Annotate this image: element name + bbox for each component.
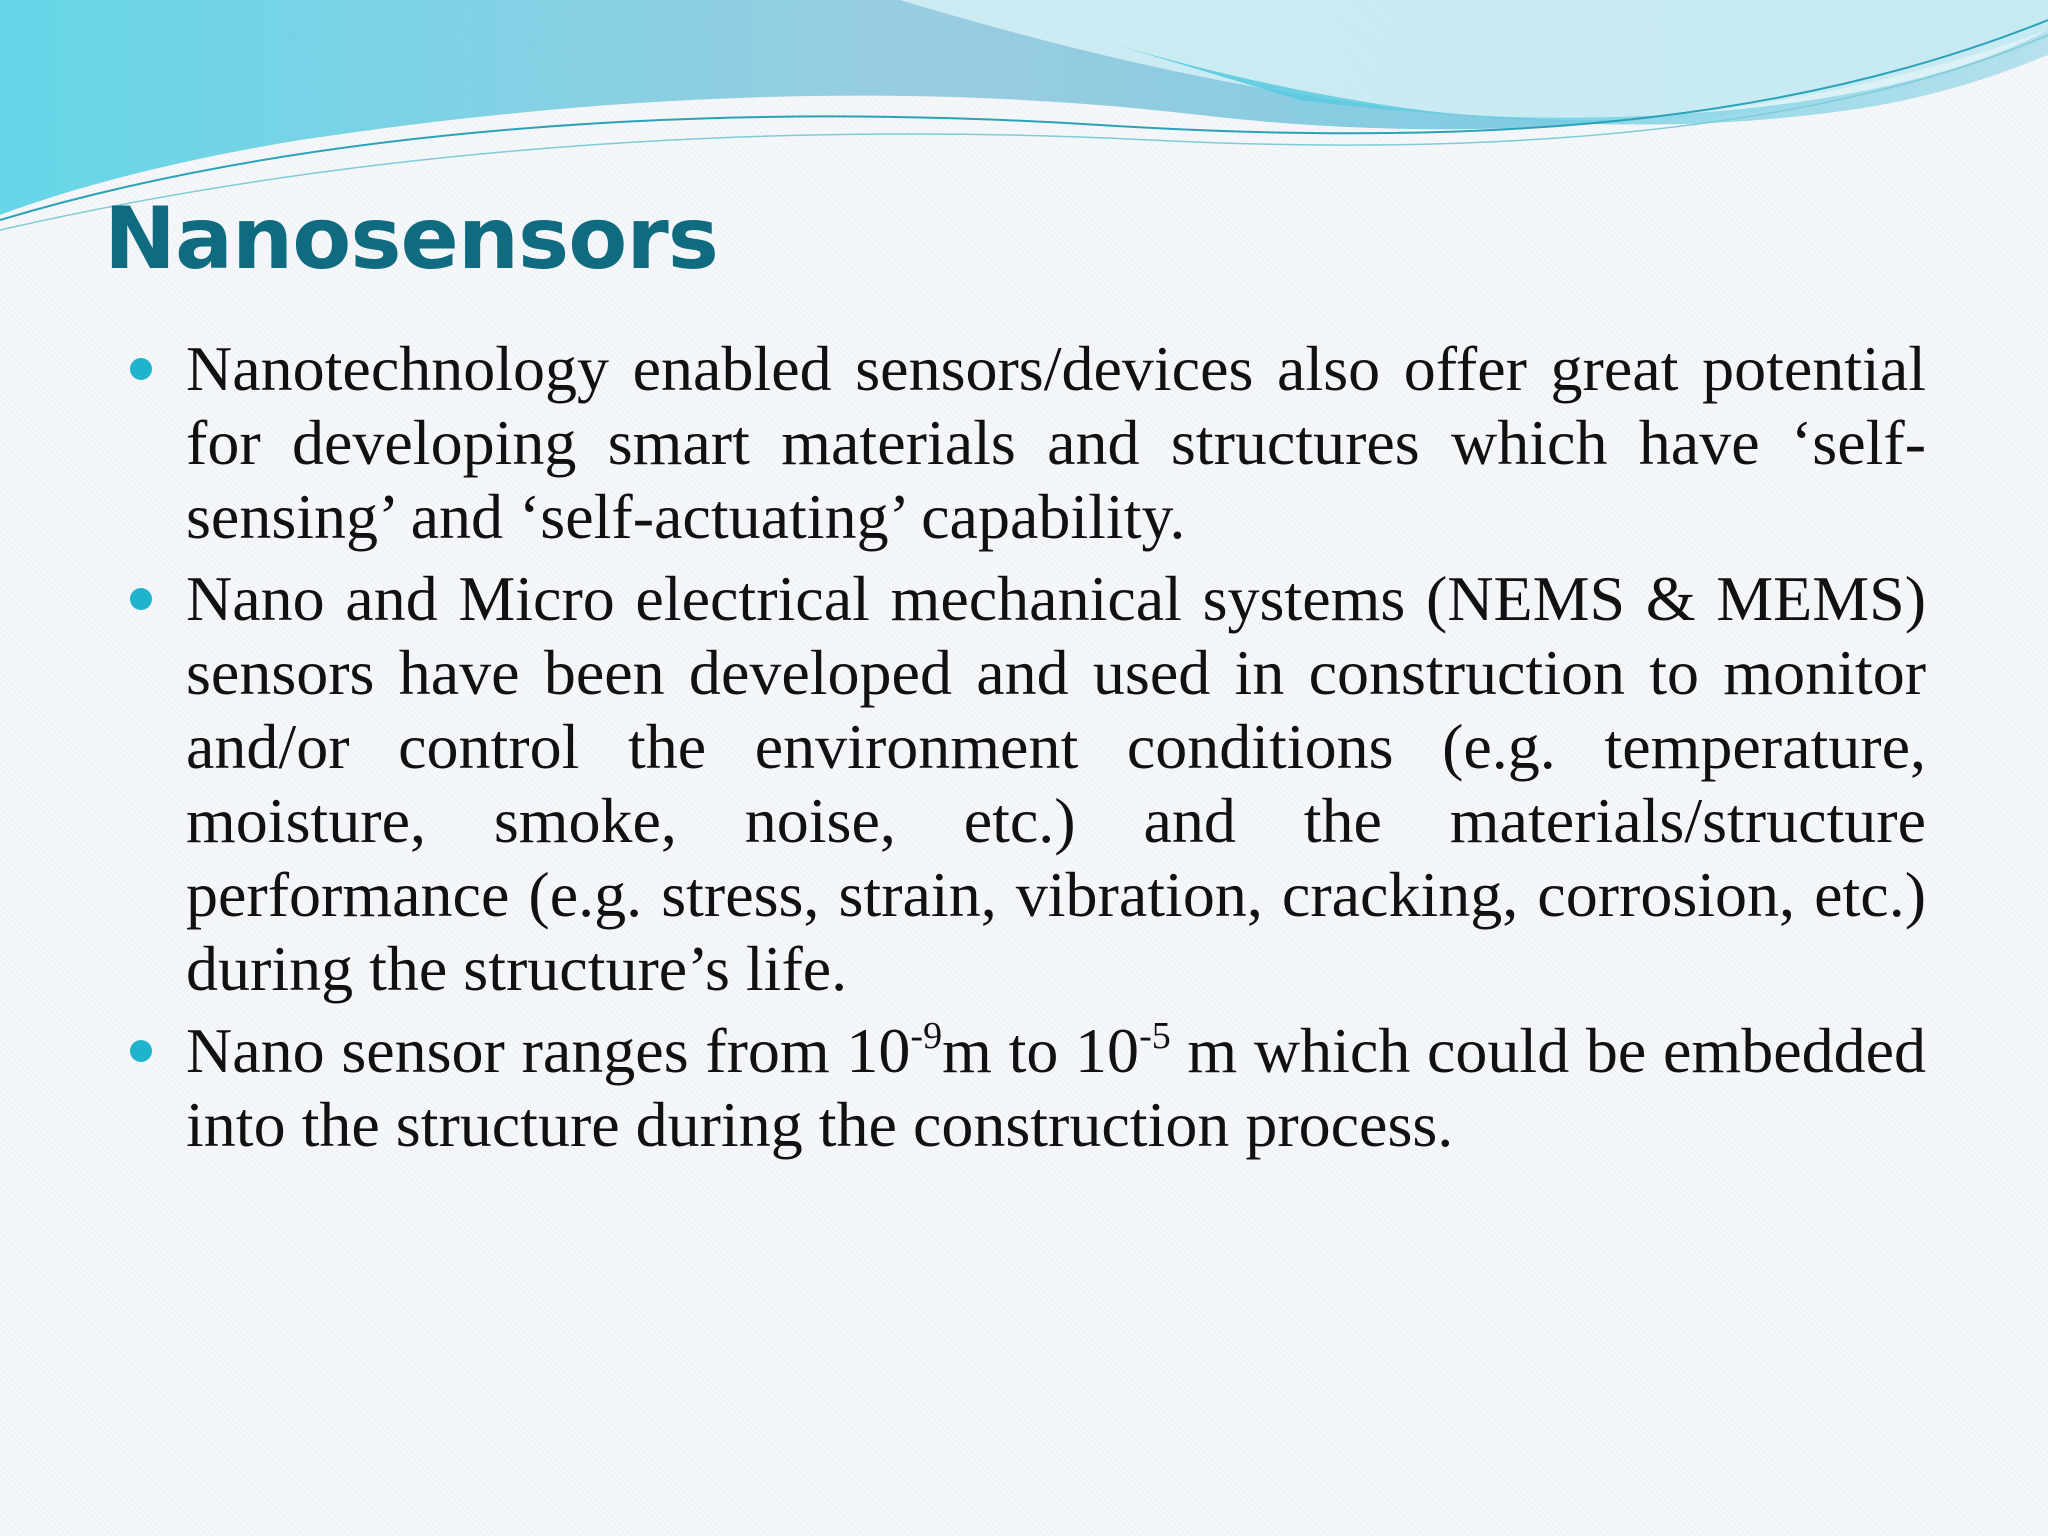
bullet-item-1 (130, 332, 1926, 554)
bullet-text-3-part2: m to 10 (942, 1015, 1140, 1086)
bullet-dot-icon (130, 1040, 152, 1062)
bullet-list (130, 332, 1926, 1170)
slide-title: Nanosensors (104, 189, 718, 289)
bullet-text-2: Nano and Micro electrical mechanical systems (NEMS & MEMS) sensors have been developed and used in construction to monitor and/or control the environment conditions (e.g. temperature, moisture, smoke, noise, etc.) and the materials/structure performance (e.g. stress, strain, vibration, cracking, corrosion, etc.) during the structure’s life. (186, 563, 1926, 1004)
bullet-dot-icon (130, 588, 152, 610)
bullet-text-3-part1: Nano sensor ranges from 10 (186, 1015, 911, 1086)
bullet-text-3-part3: m which could be embedded into the structure during the construction process. (186, 1015, 1927, 1160)
bullet-item-2 (130, 562, 1926, 1006)
bullet-dot-icon (130, 358, 152, 380)
exponent-2: -5 (1139, 1015, 1171, 1057)
bullet-text-1: Nanotechnology enabled sensors/devices also offer great potential for developing smart materials and structures which have ‘self-sensing’ and ‘self-actuating’ capability. (186, 333, 1926, 552)
bullet-item-3 (130, 1014, 1926, 1162)
exponent-1: -9 (910, 1015, 943, 1057)
